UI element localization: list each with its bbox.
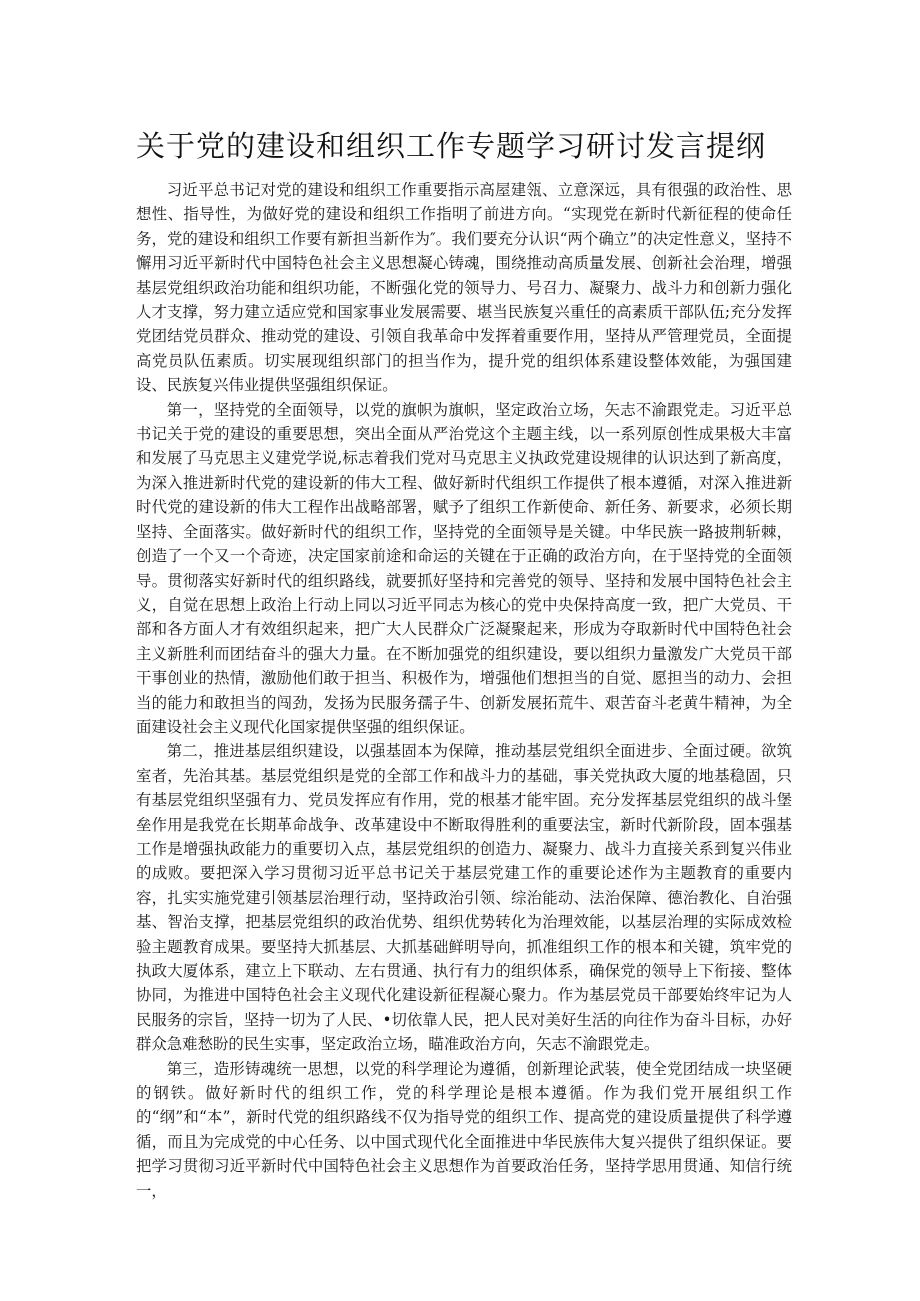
paragraph-second-point: 第二，推进基层组织建设，以强基固本为保障，推动基层党组织全面进步、全面过硬。欲筑室者，先治其基。基层党组织是党的全部工作和战斗力的基础，事关党执政大厦的地基稳固，只有基层党组织坚强有力、党员发挥应有作用，党的根基才能牢固。充分发挥基层党组织的战斗堡垒作用是我党在长期革命战争、改革建设中不断取得胜利的重要法宝，新时代新阶段，固本强基工作是增强执政能力的重要切入点，基层党组织的创造力、凝聚力、战斗力直接关系到复兴伟业的成败。要把深入学习贯彻习近平总书记关于基层党建工作的重要论述作为主题教育的重要内容，扎实实施党建引领基层治理行动，坚持政治引领、综治能动、法治保障、德治教化、自治强基、智治支撑，把基层党组织的政治优势、组织优势转化为治理效能，以基层治理的实际成效检验主题教育成果。要坚持大抓基层、大抓基础鲜明导向，抓准组织工作的根本和关键，筑牢党的执政大厦体系，建立上下联动、左右贯通、执行有力的组织体系，确保党的领导上下衔接、整体协同，为推进中国特色社会主义现代化建设新征程凝心聚力。作为基层党员干部要始终牢记为人民服务的宗旨，坚持一切为了人民、•切依靠人民，把人民对美好生活的向往作为奋斗目标，办好群众急难愁盼的民生实事，坚定政治立场，瞄准政治方向，矢志不渝跟党走。 xyxy=(136,742,792,1054)
paragraph-intro: 习近平总书记对党的建设和组织工作重要指示高屋建瓴、立意深远，具有很强的政治性、思想性、指导性，为做好党的建设和组织工作指明了前进方向。“实现党在新时代新征程的使命任务，党的建设和组织工作要有新担当新作为″。我们要充分认识“两个确立”的决定性意义，坚持不懈用习近平新时代中国特色社会主义思想凝心铸魂，围绕推动高质量发展、创新社会治理，增强基层党组织政治功能和组织功能，不断强化党的领导力、号召力、凝聚力、战斗力和创新力强化人才支撑，努力建立适应党和国家事业发展需要、堪当民族复兴重任的高素质干部队伍;充分发挥党团结党员群众、推动党的建设、引领自我革命中发挥着重要作用，坚持从严管理党员，全面提高党员队伍素质。切实展现组织部门的担当作为，提升党的组织体系建设整体效能，为强国建设、民族复兴伟业提供坚强组织保证。 xyxy=(136,181,792,395)
document-title: 关于党的建设和组织工作专题学习研讨发言提纲 xyxy=(136,129,767,163)
document-body xyxy=(136,178,792,1203)
paragraph-third-point: 第三，造形铸魂统一思想，以党的科学理论为遵循，创新理论武装，使全党团结成一块坚硬的钢铁。做好新时代的组织工作，党的科学理论是根本遵循。作为我们党开展组织工作的“纲”和“本”，新时代党的组织路线不仅为指导党的组织工作、提高党的建设质量提供了科学遵循，而且为完成党的中心任务、以中国式现代化全面推进中华民族伟大复兴提供了组织保证。要把学习贯彻习近平新时代中国特色社会主义思想作为首要政治任务，坚持学思用贯通、知信行统一， xyxy=(136,1059,792,1200)
paragraph-first-point: 第一，坚持党的全面领导，以党的旗帜为旗帜，坚定政治立场，矢志不渝跟党走。习近平总书记关于党的建设的重要思想，突出全面从严治党这个主题主线，以一系列原创性成果极大丰富和发展了马克思主义建党学说,标志着我们党对马克思主义执政党建设规律的认识达到了新高度，为深入推进新时代党的建设新的伟大工程、做好新时代组织工作提供了根本遵循，对深入推进新时代党的建设新的伟大工程作出战略部署，赋予了组织工作新使命、新任务、新要求，必须长期坚持、全面落实。做好新时代的组织工作，坚持党的全面领导是关键。中华民族一路披荆斩棘，创造了一个又一个奇迹，决定国家前途和命运的关键在于正确的政治方向，在于坚持党的全面领导。贯彻落实好新时代的组织路线，就要抓好坚持和完善党的领导、坚持和发展中国特色社会主义，自觉在思想上政治上行动上同以习近平同志为核心的党中央保持高度一致，把广大党员、干部和各方面人才有效组织起来，把广大人民群众广泛凝聚起来，形成为夺取新时代中国特色社会主义新胜利而团结奋斗的强大力量。在不断加强党的组织建设，要以组织力量激发广大党员干部干事创业的热情，激励他们敢于担当、积极作为，增强他们想担当的自觉、愿担当的动力、会担当的能力和敢担当的闯劲，发扬为民服务孺子牛、创新发展拓荒牛、艰苦奋斗老黄牛精神，为全面建设社会主义现代化国家提供坚强的组织保证。 xyxy=(136,400,792,736)
